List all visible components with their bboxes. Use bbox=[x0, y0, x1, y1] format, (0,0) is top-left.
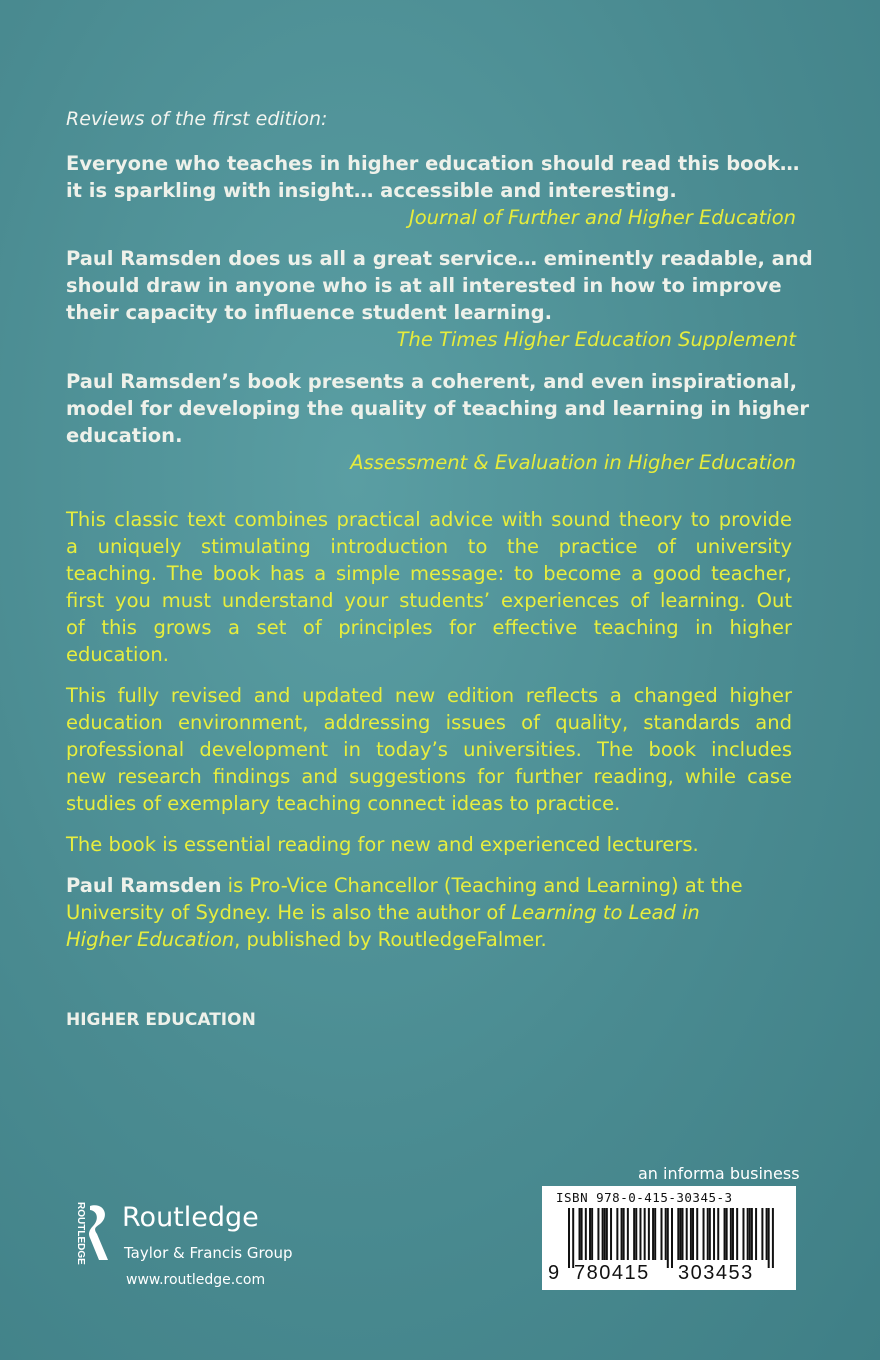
barcode-bar bbox=[713, 1208, 715, 1260]
barcode-bar bbox=[627, 1208, 629, 1260]
barcode-bar bbox=[633, 1208, 635, 1260]
author-bio-text: , published by RoutledgeFalmer. bbox=[234, 928, 547, 951]
description-line: a uniquely stimulating introduction to the practice of university bbox=[66, 535, 792, 558]
barcode-bar bbox=[703, 1208, 705, 1260]
barcode-digits-group-1: 780415 bbox=[574, 1262, 650, 1284]
description-line: This fully revised and updated new edition reflects a changed higher bbox=[66, 684, 792, 707]
isbn-text: ISBN 978-0-415-30345-3 bbox=[556, 1190, 733, 1205]
barcode-bar bbox=[766, 1208, 768, 1260]
review-line: it is sparkling with insight… accessible and interesting. bbox=[66, 179, 677, 202]
barcode-bar bbox=[652, 1208, 654, 1260]
barcode-bar bbox=[671, 1208, 673, 1268]
informa-tagline: an informa business bbox=[638, 1164, 800, 1183]
barcode-bar bbox=[667, 1208, 669, 1268]
barcode-bar bbox=[686, 1208, 688, 1260]
barcode-bar bbox=[751, 1208, 753, 1260]
review-line: their capacity to influence student learning. bbox=[66, 301, 552, 324]
barcode-bar bbox=[602, 1208, 604, 1260]
barcode-bar bbox=[717, 1208, 719, 1260]
author-bio-text: University of Sydney. He is also the author of bbox=[66, 901, 512, 924]
barcode-bar bbox=[589, 1208, 591, 1260]
author-book-title: Learning to Lead in bbox=[511, 901, 700, 924]
barcode-bar bbox=[709, 1208, 711, 1260]
description-line: This classic text combines practical advice with sound theory to provide bbox=[66, 508, 792, 531]
description-line: education. bbox=[66, 643, 169, 666]
barcode-bar bbox=[696, 1208, 698, 1260]
barcode-bar bbox=[606, 1208, 608, 1260]
description-paragraph-3 bbox=[66, 831, 792, 858]
review-line: education. bbox=[66, 424, 183, 447]
author-name: Paul Ramsden bbox=[66, 874, 222, 897]
barcode-bar bbox=[677, 1208, 679, 1260]
author-bio-text: is Pro-Vice Chancellor (Teaching and Learning) at the bbox=[221, 874, 743, 897]
barcode-bar bbox=[604, 1208, 606, 1260]
review-line: should draw in anyone who is at all interested in how to improve bbox=[66, 274, 782, 297]
barcode-bar bbox=[679, 1208, 681, 1260]
description-paragraph-2 bbox=[66, 682, 792, 817]
review-source: The Times Higher Education Supplement bbox=[396, 328, 796, 351]
barcode-bar bbox=[726, 1208, 728, 1260]
review-1 bbox=[66, 150, 800, 231]
barcode-bar bbox=[623, 1208, 625, 1260]
barcode-bar bbox=[660, 1208, 662, 1260]
publisher-name: Routledge bbox=[122, 1202, 259, 1233]
description-line: education environment, addressing issues of quality, standards and bbox=[66, 711, 792, 734]
review-source: Journal of Further and Higher Education bbox=[409, 206, 796, 229]
barcode-bar bbox=[648, 1208, 650, 1260]
barcode-bar bbox=[768, 1208, 770, 1268]
barcode-bar bbox=[585, 1208, 587, 1260]
description-line: teaching. The book has a simple message: to become a good teacher, bbox=[66, 562, 792, 585]
description-line: professional development in today’s universities. The book includes bbox=[66, 738, 792, 761]
subject-category: HIGHER EDUCATION bbox=[66, 1010, 256, 1030]
review-3 bbox=[66, 368, 809, 476]
barcode-bar bbox=[761, 1208, 763, 1260]
barcode-bar bbox=[568, 1208, 570, 1268]
isbn-barcode bbox=[542, 1186, 796, 1290]
barcode-bar bbox=[707, 1208, 709, 1260]
review-line: Paul Ramsden’s book presents a coherent, and even inspirational, bbox=[66, 370, 797, 393]
barcode-bar bbox=[644, 1208, 646, 1260]
review-line: Paul Ramsden does us all a great service… eminently readable, and bbox=[66, 247, 813, 270]
barcode-bar bbox=[639, 1208, 641, 1260]
reviews-heading: Reviews of the first edition: bbox=[66, 108, 328, 130]
description-line: of this grows a set of principles for effective teaching in higher bbox=[66, 616, 792, 639]
barcode-bar bbox=[724, 1208, 726, 1260]
description-line: new research findings and suggestions for further reading, while case bbox=[66, 765, 792, 788]
barcode-bar bbox=[597, 1208, 599, 1260]
barcode-bar bbox=[621, 1208, 623, 1260]
barcode-digits-group-2: 303453 bbox=[678, 1262, 754, 1284]
publisher-group: Taylor & Francis Group bbox=[124, 1244, 293, 1262]
review-2 bbox=[66, 245, 813, 353]
barcode-bar bbox=[747, 1208, 749, 1260]
author-book-title: Higher Education bbox=[66, 928, 235, 951]
barcode-bar bbox=[572, 1208, 574, 1268]
barcode-bar bbox=[742, 1208, 744, 1260]
barcode-bar bbox=[736, 1208, 738, 1260]
barcode-bar bbox=[654, 1208, 656, 1260]
review-line: Everyone who teaches in higher education should read this book… bbox=[66, 152, 800, 175]
barcode-bar bbox=[591, 1208, 593, 1260]
barcode-bar bbox=[682, 1208, 684, 1260]
barcode-digit-lead: 9 bbox=[548, 1262, 560, 1284]
description-line: first you must understand your students’ experiences of learning. Out bbox=[66, 589, 792, 612]
description-line: studies of exemplary teaching connect ideas to practice. bbox=[66, 792, 621, 815]
barcode-bar bbox=[665, 1208, 667, 1260]
barcode-bar bbox=[579, 1208, 581, 1260]
review-source: Assessment & Evaluation in Higher Education bbox=[350, 451, 796, 474]
publisher-url: www.routledge.com bbox=[126, 1272, 266, 1288]
barcode-bar bbox=[635, 1208, 637, 1260]
barcode-bar bbox=[616, 1208, 618, 1260]
barcode-bar bbox=[692, 1208, 694, 1260]
barcode-bar bbox=[581, 1208, 583, 1260]
barcode-bar bbox=[730, 1208, 732, 1260]
routledge-logo-icon bbox=[66, 1198, 114, 1268]
logo-vertical-text: ROUTLEDGE bbox=[75, 1202, 86, 1265]
description-paragraph-1 bbox=[66, 506, 792, 668]
review-line: model for developing the quality of teaching and learning in higher bbox=[66, 397, 809, 420]
description-line: The book is essential reading for new and experienced lecturers. bbox=[66, 833, 699, 856]
barcode-bar bbox=[732, 1208, 734, 1260]
barcode-bar bbox=[749, 1208, 751, 1260]
barcode-bar bbox=[610, 1208, 612, 1260]
barcode-icon bbox=[568, 1208, 774, 1268]
author-bio bbox=[66, 872, 792, 953]
barcode-bar bbox=[772, 1208, 774, 1268]
barcode-bar bbox=[755, 1208, 757, 1260]
barcode-bar bbox=[690, 1208, 692, 1260]
